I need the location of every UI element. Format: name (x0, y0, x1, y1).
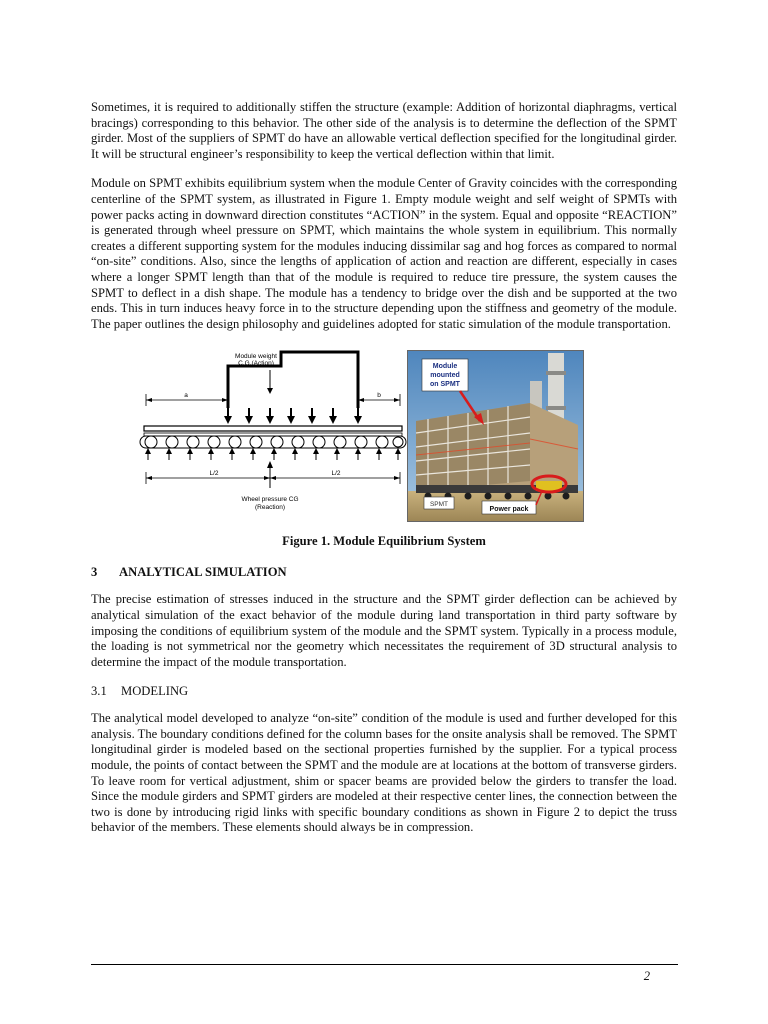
subsection-title: MODELING (121, 684, 189, 699)
dimension-a: a (184, 392, 188, 400)
callout-on-spmt: on SPMT (430, 381, 460, 389)
equilibrium-diagram (136, 350, 411, 522)
wheels (145, 436, 403, 448)
module-photo (407, 350, 584, 522)
power-pack-tag: Power pack (489, 506, 529, 514)
module-weight-label: Module weight (235, 353, 277, 361)
page-number: 2 (643, 969, 650, 983)
section-heading (91, 565, 677, 580)
paragraph-analytical-simulation: The precise estimation of stresses induced in the structure and the SPMT girder deflection can be achieved by analytical simulation of the exact behavior of the module during land transportation in third party software by imposing the conditions of equilibrium system of the module and the SPMT system. Typically in a process module, the loading is not symmetrical nor the geometry which necessitates the requirement of 3D structural analysis to determine the impact of the module transportation. (91, 592, 677, 669)
dimension-half-right: L/2 (331, 470, 341, 478)
spmt-tag: SPMT (429, 501, 449, 509)
dimension-b: b (377, 392, 381, 400)
section-title: ANALYTICAL SIMULATION (119, 565, 287, 580)
paragraph-equilibrium: Module on SPMT exhibits equilibrium system when the module Center of Gravity coincides with the corresponding centerline of the SPMT system, as illustrated in Figure 1. Empty module weight and self weight of SPMTs with power packs acting in downward direction constitutes “ACTION” in the system. Equal and opposite “REACTION” is generated through wheel pressure on SPMT, which maintains the whole system in equilibrium. This normally creates a different supporting system for the modules inducing dissimilar sag and hog forces as compared to normal “on-site” conditions. Also, since the lengths of application of action and reaction are different, especially in cases where a longer SPMT length than that of the module is required to reduce tire pressure, the system causes the SPMT to deflect in a dish shape. The module has a tendency to bridge over the dish and be supported at the two ends. This in turn induces heavy force in to the structure depending upon the stiffness and geometry of the module. The paper outlines the design philosophy and guidelines adopted for static simulation of the module transportation. (91, 176, 677, 331)
footer-rule (91, 964, 678, 965)
callout-module: Module (432, 363, 458, 371)
wheel-pressure-label: Wheel pressure CG (241, 496, 299, 504)
figure-1 (91, 350, 677, 524)
subsection-number: 3.1 (91, 684, 107, 699)
dimension-half-left: L/2 (209, 470, 219, 478)
reaction-label: (Reaction) (255, 504, 285, 512)
section-number: 3 (91, 565, 98, 580)
page-content (91, 100, 677, 836)
spmt-girder (144, 426, 402, 431)
subsection-heading (91, 684, 677, 699)
paragraph-stiffen: Sometimes, it is required to additionally stiffen the structure (example: Addition of horizontal diaphragms, vertical bracings) corresponding to this behavior. The other side of the analysis is to determine the deflection of the SPMT girder. Most of the suppliers of SPMT do have an allowable vertical deflection specified for the longitudinal girder. It will be structural engineer’s responsibility to keep the vertical deflection within that limit. (91, 100, 677, 161)
module-cg-label: C.G.(Action) (238, 360, 274, 368)
paragraph-modeling: The analytical model developed to analyze “on-site” condition of the module is used and further developed for this analysis. The boundary conditions defined for the column bases for the onsite analysis shall be removed. The SPMT longitudinal girder is modeled based on the sectional properties furnished by the supplier. For a typical process module, the points of contact between the SPMT and the module are at locations at the bottom of transverse girders. To leave room for vertical adjustment, shim or spacer beams are provided below the girders to transfer the load. Since the module girders and SPMT girders are modeled at their respective center lines, the connection between the two is done by introducing rigid links with specific boundary conditions as shown in Figure 2 to depict the truss behavior of the members. These elements should always be in compression. (91, 711, 677, 835)
callout-mounted: mounted (430, 372, 460, 380)
figure-caption: Figure 1. Module Equilibrium System (282, 534, 486, 549)
